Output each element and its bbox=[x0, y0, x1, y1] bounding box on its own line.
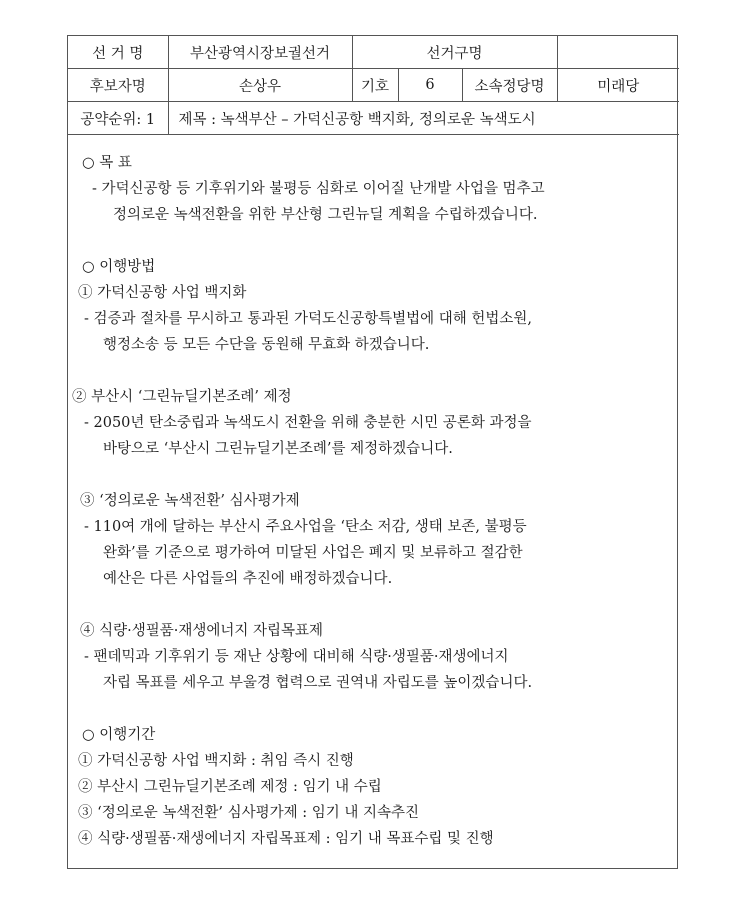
method-item-line: 완화’를 기준으로 평가하여 미달된 사업은 폐지 및 보류하고 절감한 bbox=[103, 545, 523, 561]
method-item-line: - 팬데믹과 기후위기 등 재난 상황에 대비해 식량·생필품·재생에너지 bbox=[84, 649, 509, 665]
method-item-title: ② 부산시 ‘그린뉴딜기본조례’ 제정 bbox=[72, 389, 292, 405]
method-item-line: 바탕으로 ‘부산시 그린뉴딜기본조례’를 제정하겠습니다. bbox=[103, 441, 453, 457]
method-item-line: 예산은 다른 사업들의 추진에 배정하겠습니다. bbox=[103, 571, 393, 587]
symbol-label: 기호 bbox=[352, 69, 398, 102]
method-item-title: ① 가덕신공항 사업 백지화 bbox=[78, 285, 247, 301]
election-name-label: 선 거 명 bbox=[68, 36, 168, 69]
party-label: 소속정당명 bbox=[462, 69, 557, 102]
district-label: 선거구명 bbox=[352, 36, 557, 69]
period-item: ③ ‘정의로운 녹색전환’ 심사평가제 : 임기 내 지속추진 bbox=[78, 805, 420, 821]
goal-line: 정의로운 녹색전환을 위한 부산형 그린뉴딜 계획을 수립하겠습니다. bbox=[113, 207, 538, 223]
period-item: ④ 식량·생필품·재생에너지 자립목표제 : 임기 내 목표수립 및 진행 bbox=[78, 831, 494, 847]
candidate-label: 후보자명 bbox=[68, 69, 168, 102]
district-value bbox=[557, 36, 679, 69]
period-item: ① 가덕신공항 사업 백지화 : 취임 즉시 진행 bbox=[78, 753, 354, 769]
symbol-value: 6 bbox=[398, 69, 462, 102]
candidate-value: 손상우 bbox=[168, 69, 352, 102]
period-item: ② 부산시 그린뉴딜기본조례 제정 : 임기 내 수립 bbox=[78, 779, 382, 795]
goal-line: - 가덕신공항 등 기후위기와 불평등 심화로 이어질 난개발 사업을 멈추고 bbox=[92, 181, 545, 197]
goal-heading: ○ 목 표 bbox=[82, 155, 132, 171]
method-item-title: ④ 식량·생필품·재생에너지 자립목표제 bbox=[80, 623, 324, 639]
pledge-rank: 공약순위: 1 bbox=[68, 102, 168, 135]
pledge-document bbox=[67, 35, 678, 869]
election-name-value: 부산광역시장보궐선거 bbox=[168, 36, 352, 69]
party-value: 미래당 bbox=[557, 69, 679, 102]
method-item-title: ③ ‘정의로운 녹색전환’ 심사평가제 bbox=[80, 493, 300, 509]
pledge-title: 제목 : 녹색부산 – 가덕신공항 백지화, 정의로운 녹색도시 bbox=[168, 102, 679, 135]
method-item-line: - 110여 개에 달하는 부산시 주요사업을 ‘탄소 저감, 생태 보존, 불평등 bbox=[84, 519, 527, 535]
method-heading: ○ 이행방법 bbox=[82, 259, 156, 275]
period-heading: ○ 이행기간 bbox=[82, 727, 156, 743]
method-item-line: 행정소송 등 모든 수단을 동원해 무효화 하겠습니다. bbox=[103, 337, 430, 353]
method-item-line: - 2050년 탄소중립과 녹색도시 전환을 위해 충분한 시민 공론화 과정을 bbox=[84, 415, 532, 431]
method-item-line: 자립 목표를 세우고 부울경 협력으로 권역내 자립도를 높이겠습니다. bbox=[103, 675, 533, 691]
pledge-header-table bbox=[68, 36, 679, 135]
method-item-line: - 검증과 절차를 무시하고 통과된 가덕도신공항특별법에 대해 헌법소원, bbox=[84, 311, 532, 327]
